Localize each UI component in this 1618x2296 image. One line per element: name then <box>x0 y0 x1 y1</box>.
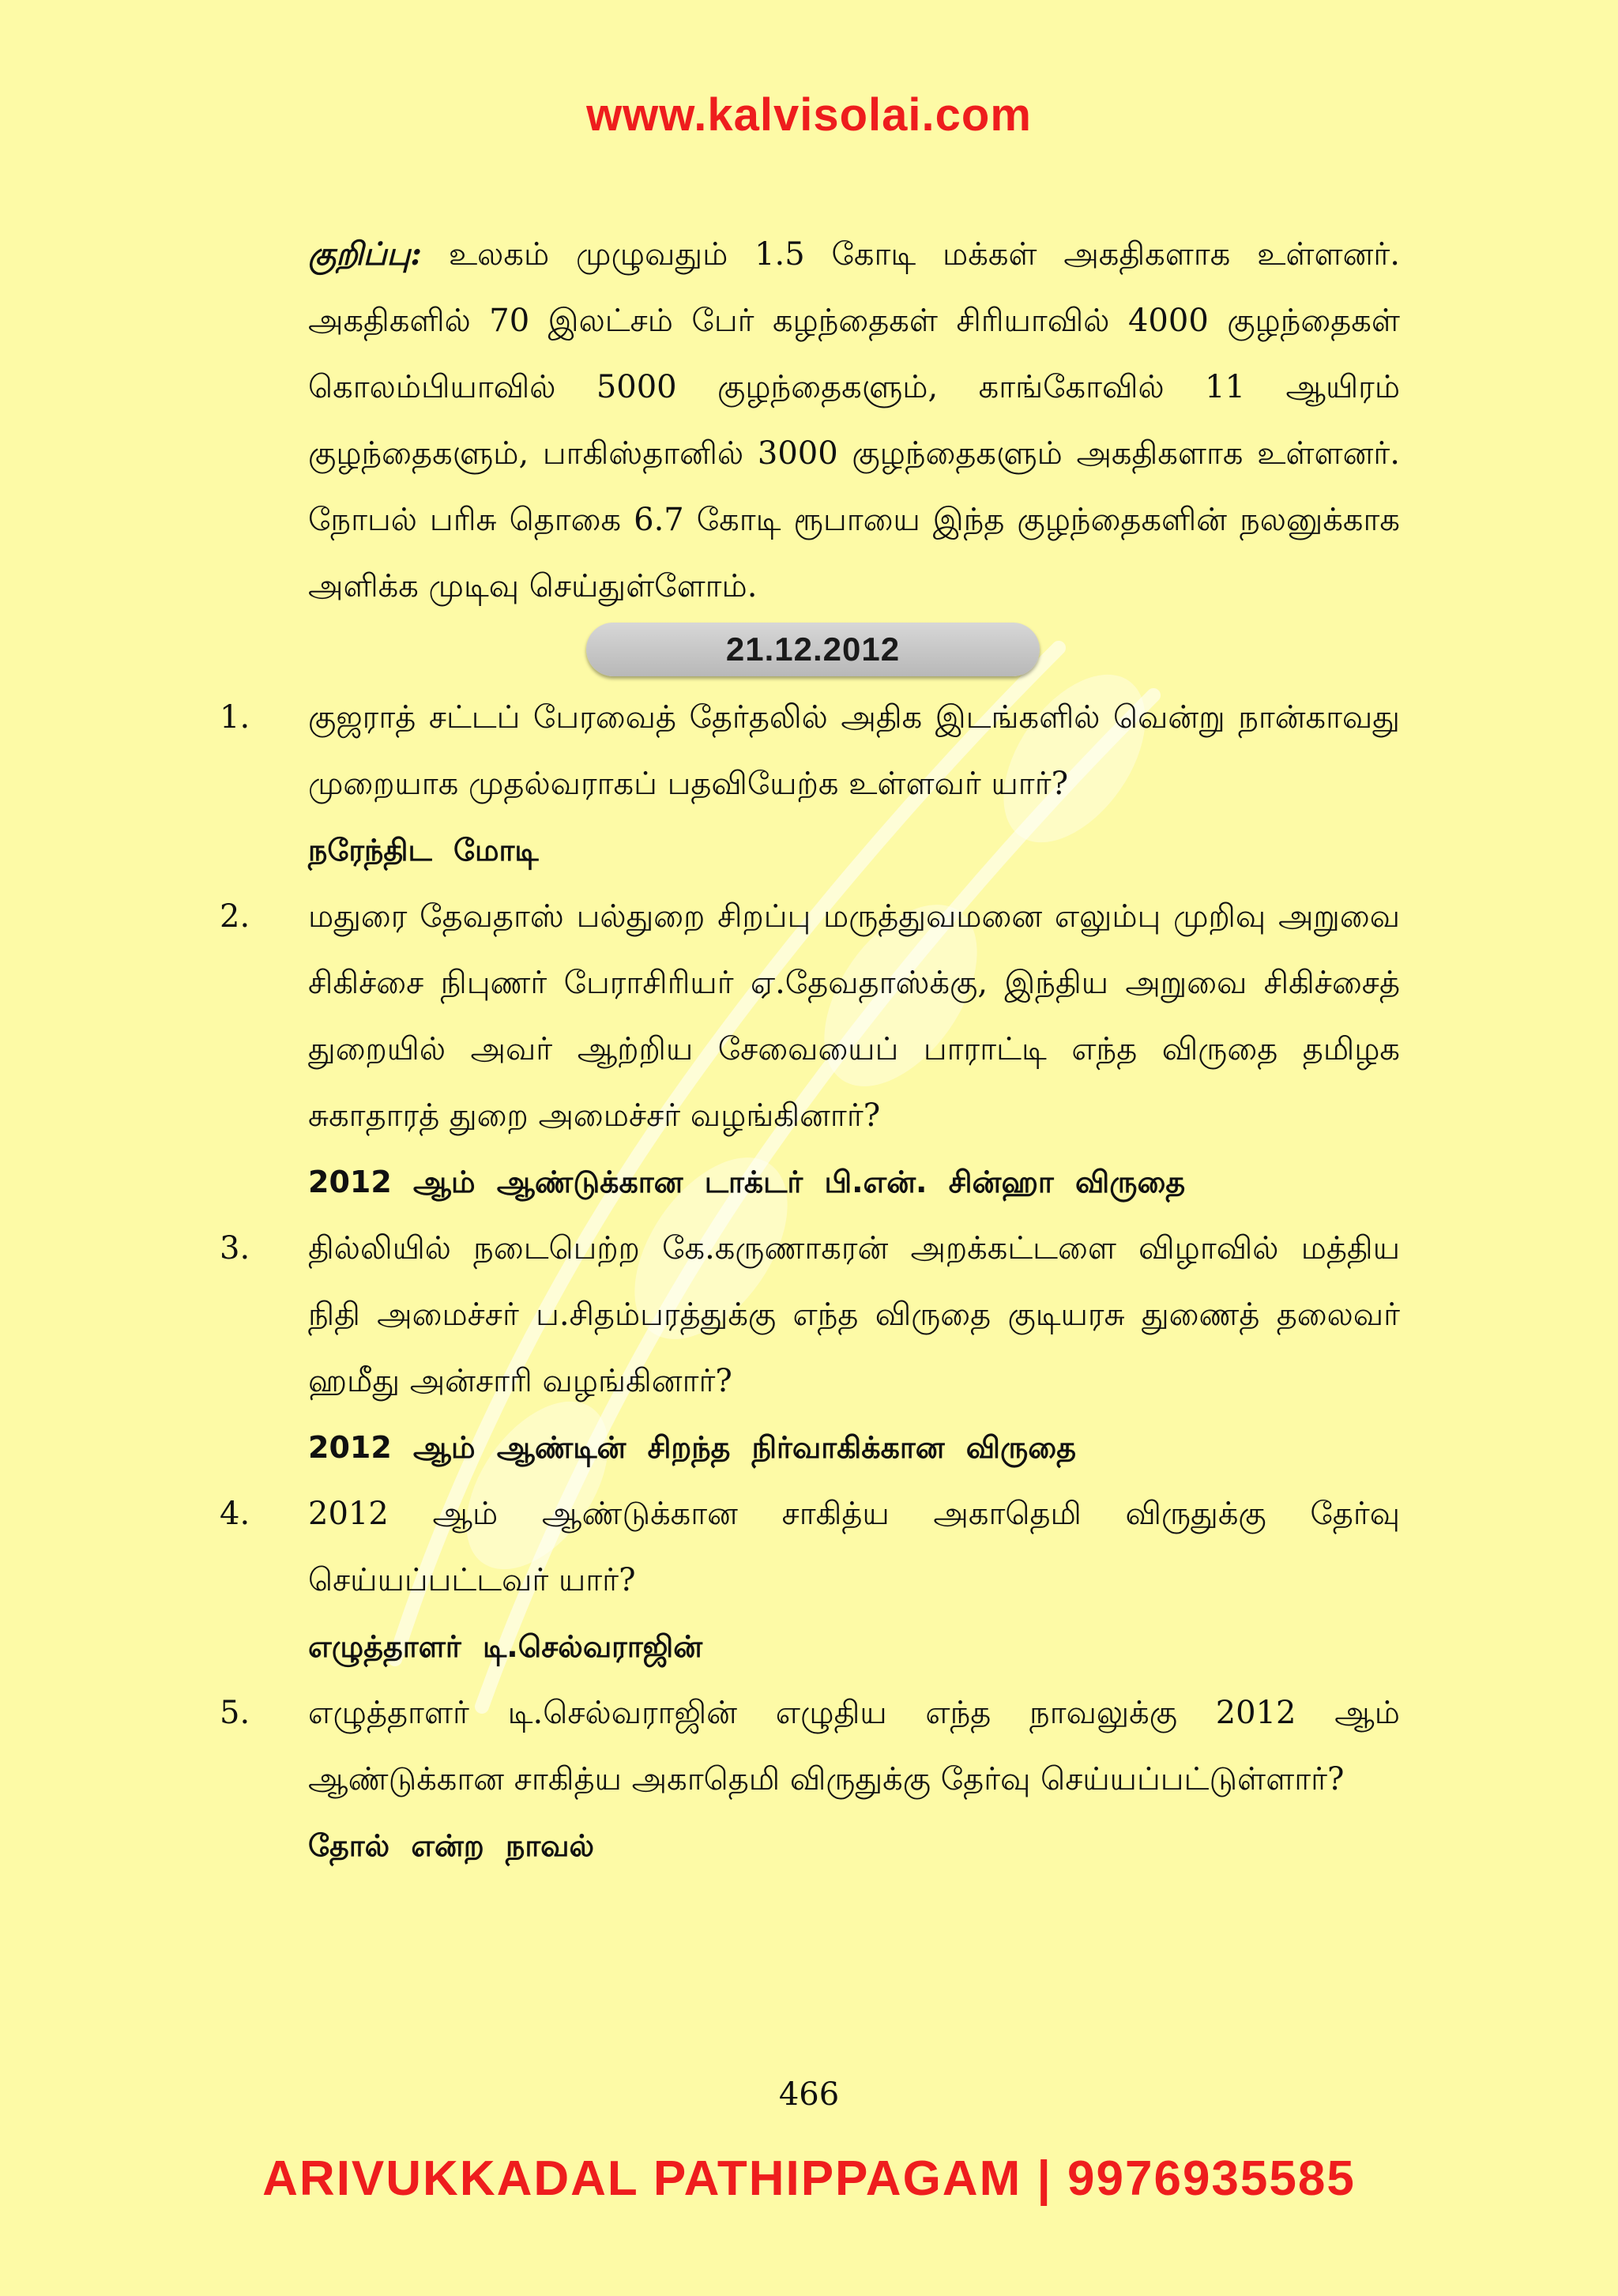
site-url[interactable]: www.kalvisolai.com <box>586 89 1032 141</box>
publisher-footer: ARIVUKKADAL PATHIPPAGAM | 9976935585 <box>262 2151 1356 2206</box>
note-text: உலகம் முழுவதும் 1.5 கோடி மக்கள் அகதிகளாக உள்ளனர். அகதிகளில் 70 இலட்சம் பேர் கழந்தைகள் சிரியாவில் 4000 குழந்தைகள் கொலம்பியாவில் 5000 குழந்தைகளும், காங்கோவில் 11 ஆயிரம் குழந்தைகளும், பாகிஸ்தானில் 3000 குழந்தைகளும் அகதிகளாக உள்ளனர். நோபல் பரிசு தொகை 6.7 கோடி ரூபாயை இந்த குழந்தைகளின் நலனுக்காக அளிக்க முடிவு செய்துள்ளோம். <box>308 236 1401 604</box>
list-item <box>220 1481 1400 1680</box>
item-question: தில்லியில் நடைபெற்ற கே.கருணாகரன் அறக்கட்டளை விழாவில் மத்திய நிதி அமைச்சர் ப.சிதம்பரத்துக்கு எந்த விருதை குடியரசு துணைத் தலைவர் ஹமீது அன்சாரி வழங்கினார்? <box>308 1230 1400 1399</box>
question-list <box>220 684 1400 1879</box>
item-question: மதுரை தேவதாஸ் பல்துறை சிறப்பு மருத்துவமனை எலும்பு முறிவு அறுவை சிகிச்சை நிபுணர் பேராசிரியர் ஏ.தேவதாஸ்க்கு, இந்திய அறுவை சிகிச்சைத் துறையில் அவர் ஆற்றிய சேவையைப் பாராட்டி எந்த விருதை தமிழக சுகாதாரத் துறை அமைச்சர் வழங்கினார்? <box>308 898 1400 1134</box>
item-number: 2. <box>220 898 250 935</box>
item-question: 2012 ஆம் ஆண்டுக்கான சாகித்ய அகாதெமி விருதுக்கு தேர்வு செய்யப்பட்டவர் யார்? <box>308 1496 1400 1598</box>
date-heading: 21.12.2012 <box>586 623 1040 676</box>
item-question: எழுத்தாளர் டி.செல்வராஜின் எழுதிய எந்த நாவலுக்கு 2012 ஆம் ஆண்டுக்கான சாகித்ய அகாதெமி விருதுக்கு தேர்வு செய்யப்பட்டுள்ளார்? <box>308 1695 1400 1797</box>
note-label: குறிப்பு: <box>308 235 423 273</box>
item-answer: 2012 ஆம் ஆண்டின் சிறந்த நிர்வாகிக்கான விருதை <box>308 1430 1076 1465</box>
item-number: 3. <box>220 1230 250 1267</box>
list-item <box>220 1215 1400 1481</box>
item-answer: 2012 ஆம் ஆண்டுக்கான டாக்டர் பி.என். சின்ஹா விருதை <box>308 1165 1186 1199</box>
item-answer: எழுத்தாளர் டி.செல்வராஜின் <box>308 1629 703 1664</box>
item-question: குஜராத் சட்டப் பேரவைத் தேர்தலில் அதிக இடங்களில் வென்று நான்காவது முறையாக முதல்வராகப் பதவியேற்க உள்ளவர் யார்? <box>308 699 1400 802</box>
list-item <box>220 684 1400 883</box>
list-item <box>220 883 1400 1215</box>
item-answer: நரேந்திட மோடி <box>308 833 539 868</box>
list-item <box>220 1680 1400 1879</box>
item-number: 1. <box>220 699 250 736</box>
item-number: 5. <box>220 1695 250 1731</box>
page-content <box>220 221 1401 1879</box>
page-number: 466 <box>778 2076 840 2113</box>
note-paragraph <box>308 221 1400 619</box>
item-number: 4. <box>220 1496 250 1532</box>
item-answer: தோல் என்ற நாவல் <box>308 1828 595 1863</box>
